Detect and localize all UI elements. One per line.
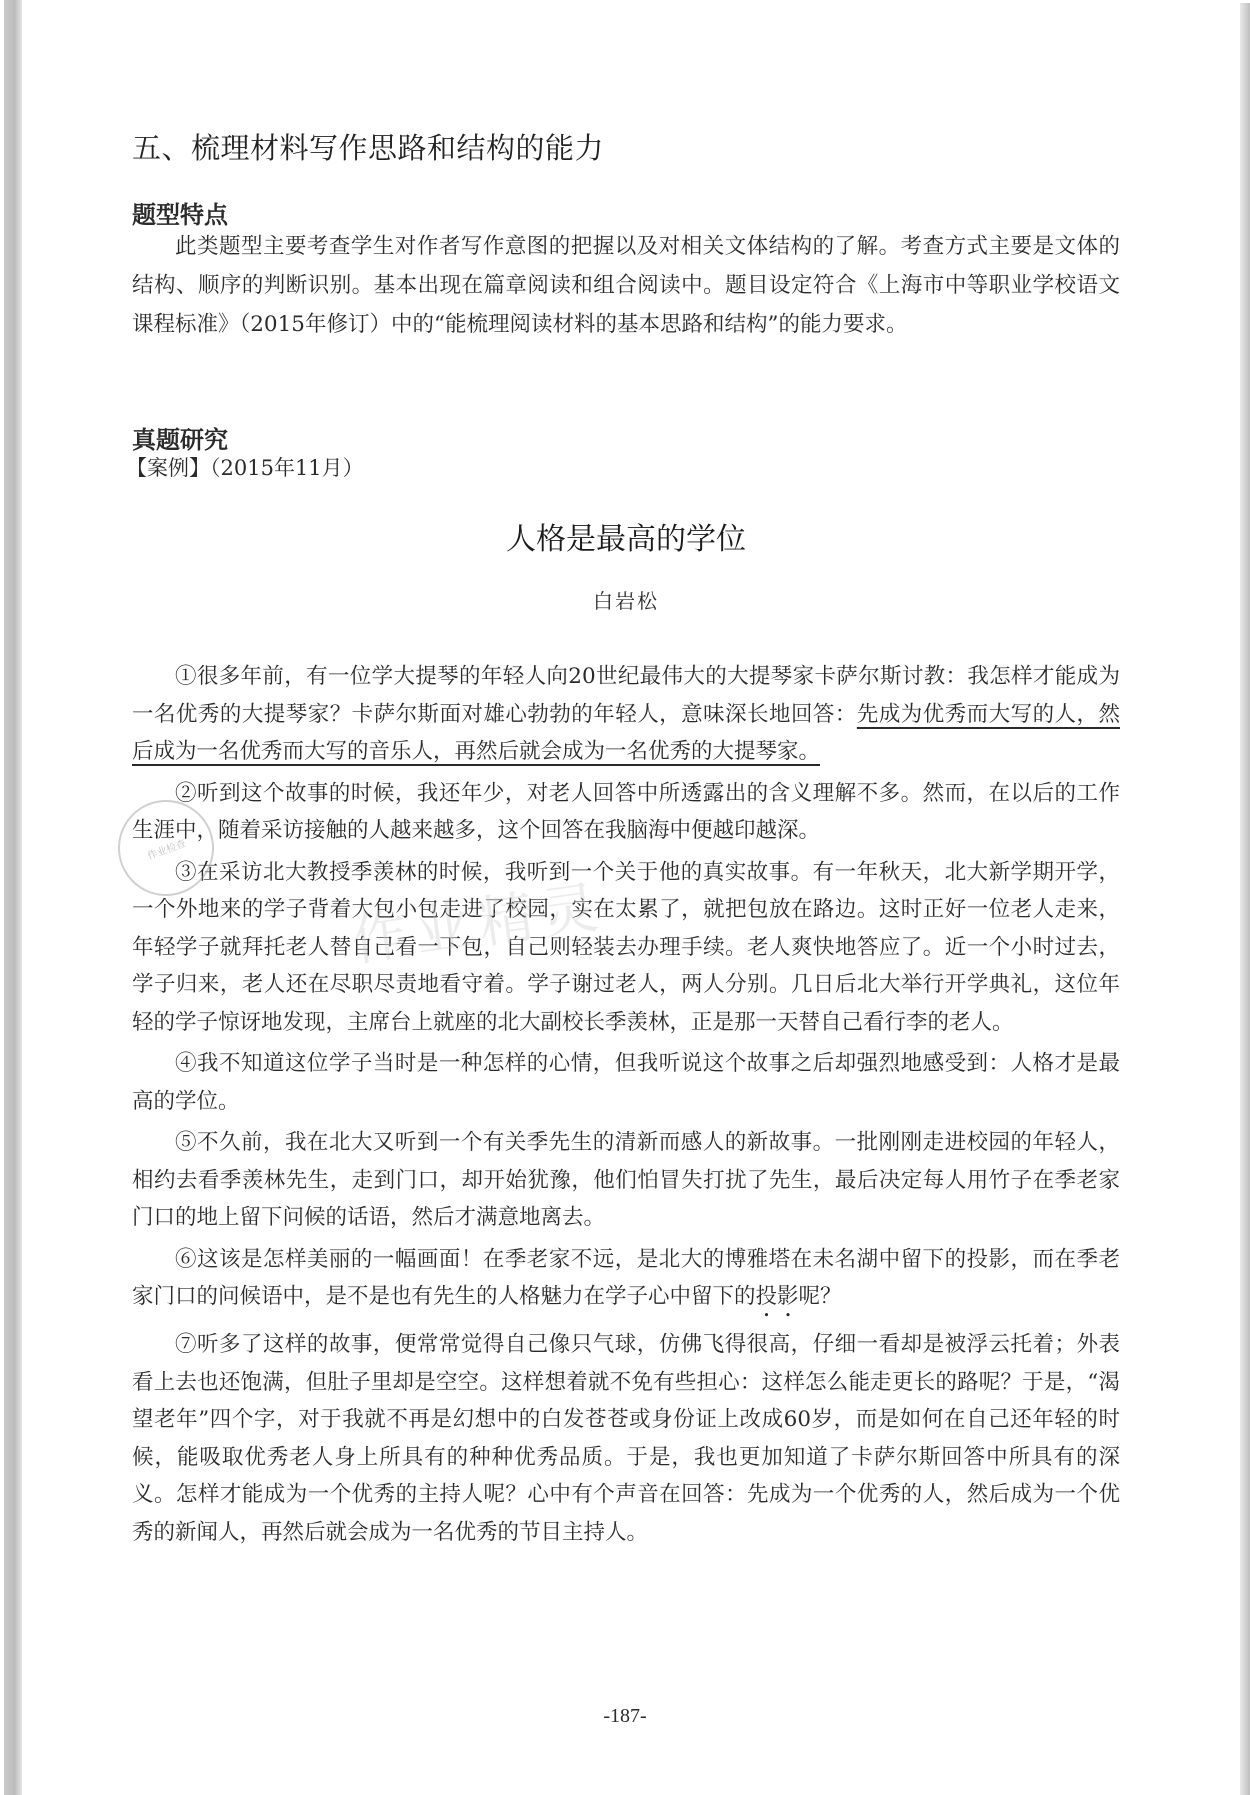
paragraph-text: 这该是怎样美丽的一幅画面！在季老家不远，是北大的博雅塔在未名湖中留下的投影，而在季老家门口的问候语中，是不是也有先生的人格魅力在学子心中留下的 — [132, 1246, 1120, 1309]
paragraph-number: ④ — [175, 1051, 197, 1076]
watermark: 作业精灵 — [347, 874, 610, 975]
paragraph-text: 很多年前，有一位学大提琴的年轻人向20世纪最伟大的大提琴家卡萨尔斯讨教：我怎样才能成为一名优秀的大提琴家？卡萨尔斯面对雄心勃勃的年轻人，意味深长地回答： — [132, 664, 1120, 727]
underlined-quote: 先成为优秀而大写的人，然后成为一名优秀而大写的音乐人，再然后就会成为一名优秀的大提琴家。 — [132, 701, 1120, 764]
paragraph-6 — [132, 1241, 1120, 1323]
paragraph-number: ⑦ — [175, 1332, 197, 1357]
paragraph-number: ③ — [175, 859, 197, 885]
paragraph-2 — [132, 775, 1120, 850]
case-label: 【案例】 — [126, 456, 210, 480]
article-author: 白岩松 — [593, 589, 659, 613]
emphasized-word: 投影 — [755, 1284, 799, 1309]
paragraph-number: ① — [175, 664, 197, 689]
paragraph-text: 听多了这样的故事，便常常觉得自己像只气球，仿佛飞得很高，仔细一看却是被浮云托着；外表看上去也还饱满，但肚子里却是空空。这样想着就不免有些担心：这样怎么能走更长的路呢？于是，“渴望老年”四个字，对于我就不再是幻想中的白发苍苍或身份证上改成60岁，而是如何在自己还年轻的时候，能吸取优秀老人身上所具有的种种优秀品质。于是，我也更加知道了卡萨尔斯回答中所具有的深义。怎样才能成为一个优秀的主持人呢？心中有个声音在回答：先成为一个优秀的人，然后成为一个优秀的新闻人，再然后就会成为一名优秀的节目主持人。 — [132, 1332, 1120, 1545]
paragraph-number: ⑥ — [175, 1246, 197, 1272]
paragraph-4 — [132, 1045, 1120, 1120]
article-title: 人格是最高的学位 — [506, 522, 746, 557]
paragraph-text: 在采访北大教授季羡林的时候，我听到一个关于他的真实故事。有一年秋天，北大新学期开学，一个外地来的学子背着大包小包走进了校园，实在太累了，就把包放在路边。这时正好一位老人走来，年轻学子就拜托老人替自己看一下包，自己则轻装去办理手续。老人爽快地答应了。近一个小时过去，学子归来，老人还在尽职尽责地看守着。学子谢过老人，两人分别。几日后北大举行开学典礼，这位年轻的学子惊讶地发现，主席台上就座的北大副校长季羡林，正是那一天替自己看行李的老人。 — [132, 859, 1120, 1035]
case-line — [126, 452, 364, 482]
paragraph-5 — [132, 1124, 1120, 1237]
paragraph-text: 听到这个故事的时候，我还年少，对老人回答中所透露出的含义理解不多。然而，在以后的工作生涯中，随着采访接触的人越来越多，这个回答在我脑海中便越印越深。 — [132, 780, 1120, 843]
features-heading: 题型特点 — [132, 201, 228, 229]
section-title: 五、梳理材料写作思路和结构的能力 — [132, 131, 605, 165]
paragraph-text: 不久前，我在北大又听到一个有关季先生的清新而感人的新故事。一批刚刚走进校园的年轻人，相约去看季羡林先生，走到门口，却开始犹豫，他们怕冒失打扰了先生，最后决定每人用竹子在季老家门口的地上留下问候的话语，然后才满意地离去。 — [132, 1130, 1120, 1230]
article-body — [132, 658, 1120, 1555]
features-text: 此类题型主要考查学生对作者写作意图的把握以及对相关文体结构的了解。考查方式主要是文体的结构、顺序的判断识别。基本出现在篇章阅读和组合阅读中。题目设定符合《上海市中等职业学校语文课程标准》（2015年修订）中的“能梳理阅读材料的基本思路和结构”的能力要求。 — [132, 234, 1120, 337]
paragraph-number: ⑤ — [175, 1130, 197, 1155]
paragraph-text: 我不知道这位学子当时是一种怎样的心情，但我听说这个故事之后却强烈地感受到：人格才是最高的学位。 — [132, 1051, 1120, 1114]
stamp-text: 作业检查 — [146, 837, 188, 862]
scan-edge-right — [1240, 3, 1250, 1795]
research-heading: 真题研究 — [132, 426, 228, 454]
paragraph-number: ② — [175, 780, 197, 806]
page-number: -187- — [603, 1705, 647, 1727]
paragraph-text-end: 呢？ — [798, 1284, 842, 1309]
paragraph-7 — [132, 1326, 1120, 1551]
scan-edge-left — [4, 0, 22, 1795]
paragraph-1 — [132, 658, 1120, 771]
paragraph-3 — [132, 854, 1120, 1042]
case-date: （2015年11月） — [210, 456, 364, 480]
